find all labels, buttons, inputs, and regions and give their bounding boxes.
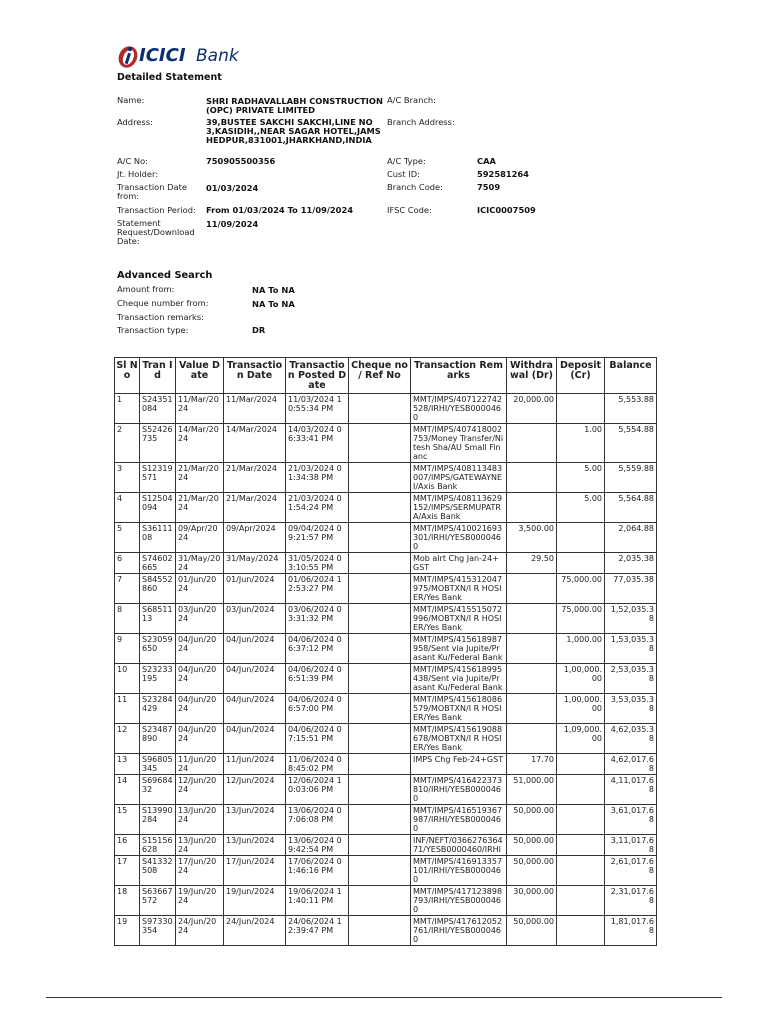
cell-value-date: 11/Jun/2024	[176, 754, 224, 775]
txn-period-label: Transaction Period:	[117, 205, 196, 215]
cell-deposit	[557, 856, 605, 886]
cell-remarks: MMT/IMPS/417612052761/IRHI/YESB0000460	[411, 916, 507, 946]
cell-remarks: MMT/IMPS/416422373810/IRHI/YESB0000460	[411, 775, 507, 805]
cell-transaction-date: 04/Jun/2024	[224, 694, 286, 724]
cell-tran-id: S23284429	[140, 694, 176, 724]
table-row	[115, 604, 657, 634]
cust-id-value: 592581264	[477, 169, 529, 179]
table-row	[115, 835, 657, 856]
cell-withdrawal	[507, 463, 557, 493]
cell-transaction-date: 24/Jun/2024	[224, 916, 286, 946]
cell-balance: 5,554.88	[605, 424, 657, 463]
cell-transaction-date: 04/Jun/2024	[224, 724, 286, 754]
cell-tran-id: S23487890	[140, 724, 176, 754]
cell-value-date: 04/Jun/2024	[176, 724, 224, 754]
cell-cheque-ref	[349, 694, 411, 724]
name-value: SHRI RADHAVALLABH CONSTRUCTION (OPC) PRIVATE LIMITED	[206, 96, 383, 115]
cell-balance: 1,81,017.68	[605, 916, 657, 946]
statement-date-value: 11/09/2024	[206, 219, 259, 229]
cell-withdrawal: 50,000.00	[507, 805, 557, 835]
cell-withdrawal: 20,000.00	[507, 394, 557, 424]
cheque-from-value: NA To NA	[252, 299, 295, 309]
cell-value-date: 13/Jun/2024	[176, 805, 224, 835]
cell-tran-id: S12319571	[140, 463, 176, 493]
cell-deposit	[557, 805, 605, 835]
header-cheque-ref: Cheque no / Ref No	[349, 358, 411, 394]
txn-date-from-label: Transaction Date from:	[117, 182, 187, 201]
cell-cheque-ref	[349, 463, 411, 493]
cell-tran-id: S6851113	[140, 604, 176, 634]
cell-balance: 3,53,035.38	[605, 694, 657, 724]
cell-sl-no: 5	[115, 523, 140, 553]
cell-value-date: 11/Mar/2024	[176, 394, 224, 424]
cell-deposit: 75,000.00	[557, 574, 605, 604]
cell-remarks: MMT/IMPS/416913357101/IRHI/YESB0000460	[411, 856, 507, 886]
cell-deposit: 5.00	[557, 493, 605, 523]
cell-cheque-ref	[349, 664, 411, 694]
cell-transaction-date: 01/Jun/2024	[224, 574, 286, 604]
cell-cheque-ref	[349, 805, 411, 835]
cell-transaction-date: 31/May/2024	[224, 553, 286, 574]
cell-withdrawal: 30,000.00	[507, 886, 557, 916]
cell-withdrawal	[507, 424, 557, 463]
cell-cheque-ref	[349, 886, 411, 916]
cell-value-date: 04/Jun/2024	[176, 664, 224, 694]
cell-transaction-date: 13/Jun/2024	[224, 835, 286, 856]
cell-tran-id: S13990284	[140, 805, 176, 835]
table-row	[115, 394, 657, 424]
cell-deposit: 75,000.00	[557, 604, 605, 634]
cell-withdrawal	[507, 724, 557, 754]
txn-remarks-label: Transaction remarks:	[117, 312, 204, 322]
cell-withdrawal	[507, 664, 557, 694]
cell-value-date: 14/Mar/2024	[176, 424, 224, 463]
cell-posted-date: 14/03/2024 06:33:41 PM	[286, 424, 349, 463]
cell-withdrawal: 50,000.00	[507, 835, 557, 856]
cell-deposit: 5.00	[557, 463, 605, 493]
cell-value-date: 21/Mar/2024	[176, 463, 224, 493]
table-row	[115, 724, 657, 754]
cell-balance: 3,11,017.68	[605, 835, 657, 856]
ifsc-code-value: ICIC0007509	[477, 205, 536, 215]
cell-cheque-ref	[349, 604, 411, 634]
cell-value-date: 31/May/2024	[176, 553, 224, 574]
header-sl-no: Sl No	[115, 358, 140, 394]
cell-value-date: 09/Apr/2024	[176, 523, 224, 553]
cell-balance: 3,61,017.68	[605, 805, 657, 835]
cell-transaction-date: 21/Mar/2024	[224, 463, 286, 493]
advanced-search-title: Advanced Search	[117, 270, 213, 281]
cell-balance: 4,62,035.38	[605, 724, 657, 754]
cell-transaction-date: 11/Mar/2024	[224, 394, 286, 424]
header-posted-date: Transaction Posted Date	[286, 358, 349, 394]
cell-posted-date: 31/05/2024 03:10:55 PM	[286, 553, 349, 574]
cell-posted-date: 04/06/2024 07:15:51 PM	[286, 724, 349, 754]
cell-sl-no: 1	[115, 394, 140, 424]
cell-tran-id: S41332508	[140, 856, 176, 886]
cust-id-label: Cust ID:	[387, 169, 420, 179]
table-row	[115, 574, 657, 604]
cell-tran-id: S74602665	[140, 553, 176, 574]
table-row	[115, 856, 657, 886]
cell-sl-no: 2	[115, 424, 140, 463]
cell-posted-date: 09/04/2024 09:21:57 PM	[286, 523, 349, 553]
header-remarks: Transaction Remarks	[411, 358, 507, 394]
cell-withdrawal	[507, 604, 557, 634]
cheque-from-label: Cheque number from:	[117, 298, 209, 308]
cell-withdrawal	[507, 694, 557, 724]
cell-remarks: IMPS Chg Feb-24+GST	[411, 754, 507, 775]
cell-cheque-ref	[349, 835, 411, 856]
cell-tran-id: S84552860	[140, 574, 176, 604]
cell-deposit	[557, 523, 605, 553]
cell-withdrawal: 17.70	[507, 754, 557, 775]
header-tran-id: Tran Id	[140, 358, 176, 394]
cell-sl-no: 3	[115, 463, 140, 493]
cell-value-date: 21/Mar/2024	[176, 493, 224, 523]
cell-deposit: 1,000.00	[557, 634, 605, 664]
cell-remarks: MMT/IMPS/415618086579/MOBTXN/I R HOSIER/Yes Bank	[411, 694, 507, 724]
cell-withdrawal: 29.50	[507, 553, 557, 574]
txn-type-label: Transaction type:	[117, 325, 189, 335]
cell-posted-date: 19/06/2024 11:40:11 PM	[286, 886, 349, 916]
ac-no-value: 750905500356	[206, 156, 276, 166]
cell-value-date: 12/Jun/2024	[176, 775, 224, 805]
cell-tran-id: S52426735	[140, 424, 176, 463]
amount-from-label: Amount from:	[117, 284, 175, 294]
cell-posted-date: 04/06/2024 06:57:00 PM	[286, 694, 349, 724]
cell-balance: 4,11,017.68	[605, 775, 657, 805]
cell-balance: 5,559.88	[605, 463, 657, 493]
header-withdrawal: Withdrawal (Dr)	[507, 358, 557, 394]
cell-withdrawal	[507, 493, 557, 523]
ifsc-code-label: IFSC Code:	[387, 205, 432, 215]
cell-deposit	[557, 553, 605, 574]
txn-date-from-value: 01/03/2024	[206, 183, 259, 193]
table-header-row	[115, 358, 657, 394]
address-label: Address:	[117, 117, 153, 127]
cell-withdrawal: 51,000.00	[507, 775, 557, 805]
cell-remarks: MMT/IMPS/415515072996/MOBTXN/I R HOSIER/Yes Bank	[411, 604, 507, 634]
cell-remarks: INF/NEFT/036627636471/YESB0000460/IRHI	[411, 835, 507, 856]
cell-balance: 2,035.38	[605, 553, 657, 574]
cell-deposit	[557, 754, 605, 775]
cell-balance: 1,53,035.38	[605, 634, 657, 664]
cell-value-date: 17/Jun/2024	[176, 856, 224, 886]
cell-cheque-ref	[349, 553, 411, 574]
cell-deposit	[557, 916, 605, 946]
cell-tran-id: S3611108	[140, 523, 176, 553]
cell-tran-id: S23059650	[140, 634, 176, 664]
cell-sl-no: 13	[115, 754, 140, 775]
cell-transaction-date: 19/Jun/2024	[224, 886, 286, 916]
cell-remarks: MMT/IMPS/417123898793/IRHI/YESB0000460	[411, 886, 507, 916]
ac-branch-label: A/C Branch:	[387, 95, 436, 105]
cell-posted-date: 04/06/2024 06:51:39 PM	[286, 664, 349, 694]
amount-from-value: NA To NA	[252, 285, 295, 295]
branch-address-label: Branch Address:	[387, 117, 455, 127]
table-row	[115, 805, 657, 835]
cell-cheque-ref	[349, 754, 411, 775]
cell-cheque-ref	[349, 493, 411, 523]
cell-balance: 77,035.38	[605, 574, 657, 604]
document-title: Detailed Statement	[117, 72, 222, 83]
header-transaction-date: Transaction Date	[224, 358, 286, 394]
cell-balance: 2,31,017.68	[605, 886, 657, 916]
cell-sl-no: 8	[115, 604, 140, 634]
transactions-table	[114, 357, 657, 946]
cell-tran-id: S12504094	[140, 493, 176, 523]
header-deposit: Deposit (Cr)	[557, 358, 605, 394]
cell-tran-id: S96805345	[140, 754, 176, 775]
table-row	[115, 424, 657, 463]
cell-cheque-ref	[349, 775, 411, 805]
cell-balance: 2,61,017.68	[605, 856, 657, 886]
cell-deposit: 1,09,000.00	[557, 724, 605, 754]
cell-sl-no: 14	[115, 775, 140, 805]
cell-posted-date: 17/06/2024 01:46:16 PM	[286, 856, 349, 886]
cell-remarks: MMT/IMPS/415312047975/MOBTXN/I R HOSIER/Yes Bank	[411, 574, 507, 604]
header-value-date: Value Date	[176, 358, 224, 394]
cell-transaction-date: 14/Mar/2024	[224, 424, 286, 463]
cell-transaction-date: 09/Apr/2024	[224, 523, 286, 553]
cell-sl-no: 12	[115, 724, 140, 754]
cell-value-date: 13/Jun/2024	[176, 835, 224, 856]
cell-posted-date: 04/06/2024 06:37:12 PM	[286, 634, 349, 664]
table-body	[115, 394, 657, 946]
cell-posted-date: 24/06/2024 12:39:47 PM	[286, 916, 349, 946]
table-row	[115, 754, 657, 775]
statement-date-label: Statement Request/Download Date:	[117, 218, 195, 246]
cell-cheque-ref	[349, 574, 411, 604]
cell-remarks: MMT/IMPS/415618987958/Sent via Jupite/Prasant Ku/Federal Bank	[411, 634, 507, 664]
cell-tran-id: S6968432	[140, 775, 176, 805]
cell-deposit	[557, 886, 605, 916]
cell-cheque-ref	[349, 916, 411, 946]
cell-value-date: 01/Jun/2024	[176, 574, 224, 604]
cell-sl-no: 9	[115, 634, 140, 664]
cell-value-date: 04/Jun/2024	[176, 634, 224, 664]
txn-type-value: DR	[252, 325, 266, 335]
icici-bank-logo	[117, 43, 257, 71]
cell-tran-id: S15156628	[140, 835, 176, 856]
cell-transaction-date: 04/Jun/2024	[224, 634, 286, 664]
table-row	[115, 634, 657, 664]
table-row	[115, 775, 657, 805]
icici-logo-icon	[117, 43, 139, 69]
cell-remarks: MMT/IMPS/415619088678/MOBTXN/I R HOSIER/Yes Bank	[411, 724, 507, 754]
cell-withdrawal: 50,000.00	[507, 856, 557, 886]
header-balance: Balance	[605, 358, 657, 394]
cell-sl-no: 17	[115, 856, 140, 886]
cell-posted-date: 13/06/2024 09:42:54 PM	[286, 835, 349, 856]
cell-value-date: 03/Jun/2024	[176, 604, 224, 634]
cell-posted-date: 11/06/2024 08:45:02 PM	[286, 754, 349, 775]
cell-posted-date: 12/06/2024 10:03:06 PM	[286, 775, 349, 805]
footer-divider	[46, 997, 722, 998]
cell-posted-date: 01/06/2024 12:53:27 PM	[286, 574, 349, 604]
cell-withdrawal	[507, 574, 557, 604]
cell-cheque-ref	[349, 724, 411, 754]
brand-name-light: Bank	[196, 46, 239, 66]
cell-value-date: 19/Jun/2024	[176, 886, 224, 916]
ac-type-value: CAA	[477, 156, 496, 166]
cell-withdrawal: 3,500.00	[507, 523, 557, 553]
table-row	[115, 664, 657, 694]
cell-transaction-date: 12/Jun/2024	[224, 775, 286, 805]
cell-balance: 1,52,035.38	[605, 604, 657, 634]
table-row	[115, 694, 657, 724]
ac-no-label: A/C No:	[117, 156, 148, 166]
cell-transaction-date: 13/Jun/2024	[224, 805, 286, 835]
cell-remarks: MMT/IMPS/407122742528/IRHI/YESB0000460	[411, 394, 507, 424]
cell-transaction-date: 11/Jun/2024	[224, 754, 286, 775]
cell-sl-no: 10	[115, 664, 140, 694]
cell-remarks: MMT/IMPS/407418002753/Money Transfer/Nitesh Sha/AU Small Financ	[411, 424, 507, 463]
cell-remarks: MMT/IMPS/410021693301/IRHI/YESB0000460	[411, 523, 507, 553]
cell-cheque-ref	[349, 856, 411, 886]
cell-posted-date: 11/03/2024 10:55:34 PM	[286, 394, 349, 424]
table-row	[115, 523, 657, 553]
address-value: 39,BUSTEE SAKCHI SAKCHI,LINE NO 3,KASIDIH,,NEAR SAGAR HOTEL,JAMSHEDPUR,831001,JHARKHAND,INDIA	[206, 117, 381, 145]
cell-deposit	[557, 835, 605, 856]
cell-value-date: 24/Jun/2024	[176, 916, 224, 946]
cell-posted-date: 03/06/2024 03:31:32 PM	[286, 604, 349, 634]
cell-tran-id: S97330354	[140, 916, 176, 946]
cell-deposit: 1.00	[557, 424, 605, 463]
cell-sl-no: 18	[115, 886, 140, 916]
table-row	[115, 493, 657, 523]
txn-period-value: From 01/03/2024 To 11/09/2024	[206, 205, 353, 215]
cell-remarks: MMT/IMPS/408113483007/IMPS/GATEWAYNEI/Axis Bank	[411, 463, 507, 493]
cell-balance: 5,564.88	[605, 493, 657, 523]
cell-balance: 5,553.88	[605, 394, 657, 424]
cell-withdrawal: 50,000.00	[507, 916, 557, 946]
branch-code-label: Branch Code:	[387, 182, 443, 192]
cell-tran-id: S24351084	[140, 394, 176, 424]
cell-sl-no: 4	[115, 493, 140, 523]
cell-transaction-date: 04/Jun/2024	[224, 664, 286, 694]
cell-cheque-ref	[349, 634, 411, 664]
cell-posted-date: 13/06/2024 07:06:08 PM	[286, 805, 349, 835]
ac-type-label: A/C Type:	[387, 156, 426, 166]
cell-deposit: 1,00,000.00	[557, 694, 605, 724]
cell-transaction-date: 03/Jun/2024	[224, 604, 286, 634]
cell-posted-date: 21/03/2024 01:54:24 PM	[286, 493, 349, 523]
cell-remarks: MMT/IMPS/415618995438/Sent via Jupite/Prasant Ku/Federal Bank	[411, 664, 507, 694]
cell-sl-no: 6	[115, 553, 140, 574]
cell-deposit	[557, 775, 605, 805]
cell-deposit	[557, 394, 605, 424]
table-row	[115, 916, 657, 946]
cell-transaction-date: 17/Jun/2024	[224, 856, 286, 886]
brand-name-bold: ICICI	[139, 45, 186, 66]
cell-remarks: MMT/IMPS/416519367987/IRHI/YESB0000460	[411, 805, 507, 835]
cell-withdrawal	[507, 634, 557, 664]
cell-value-date: 04/Jun/2024	[176, 694, 224, 724]
cell-cheque-ref	[349, 394, 411, 424]
table-row	[115, 463, 657, 493]
jt-holder-label: Jt. Holder:	[117, 169, 159, 179]
cell-sl-no: 7	[115, 574, 140, 604]
name-label: Name:	[117, 95, 145, 105]
cell-remarks: MMT/IMPS/408113629152/IMPS/SERMUPATRA/Axis Bank	[411, 493, 507, 523]
branch-code-value: 7509	[477, 182, 501, 192]
cell-deposit: 1,00,000.00	[557, 664, 605, 694]
cell-sl-no: 16	[115, 835, 140, 856]
table-row	[115, 553, 657, 574]
cell-transaction-date: 21/Mar/2024	[224, 493, 286, 523]
cell-posted-date: 21/03/2024 01:34:38 PM	[286, 463, 349, 493]
cell-sl-no: 19	[115, 916, 140, 946]
cell-balance: 4,62,017.68	[605, 754, 657, 775]
cell-sl-no: 15	[115, 805, 140, 835]
cell-tran-id: S23233195	[140, 664, 176, 694]
cell-cheque-ref	[349, 424, 411, 463]
cell-sl-no: 11	[115, 694, 140, 724]
cell-balance: 2,53,035.38	[605, 664, 657, 694]
cell-tran-id: S63667572	[140, 886, 176, 916]
cell-remarks: Mob alrt Chg Jan-24+GST	[411, 553, 507, 574]
cell-balance: 2,064.88	[605, 523, 657, 553]
cell-cheque-ref	[349, 523, 411, 553]
table-row	[115, 886, 657, 916]
